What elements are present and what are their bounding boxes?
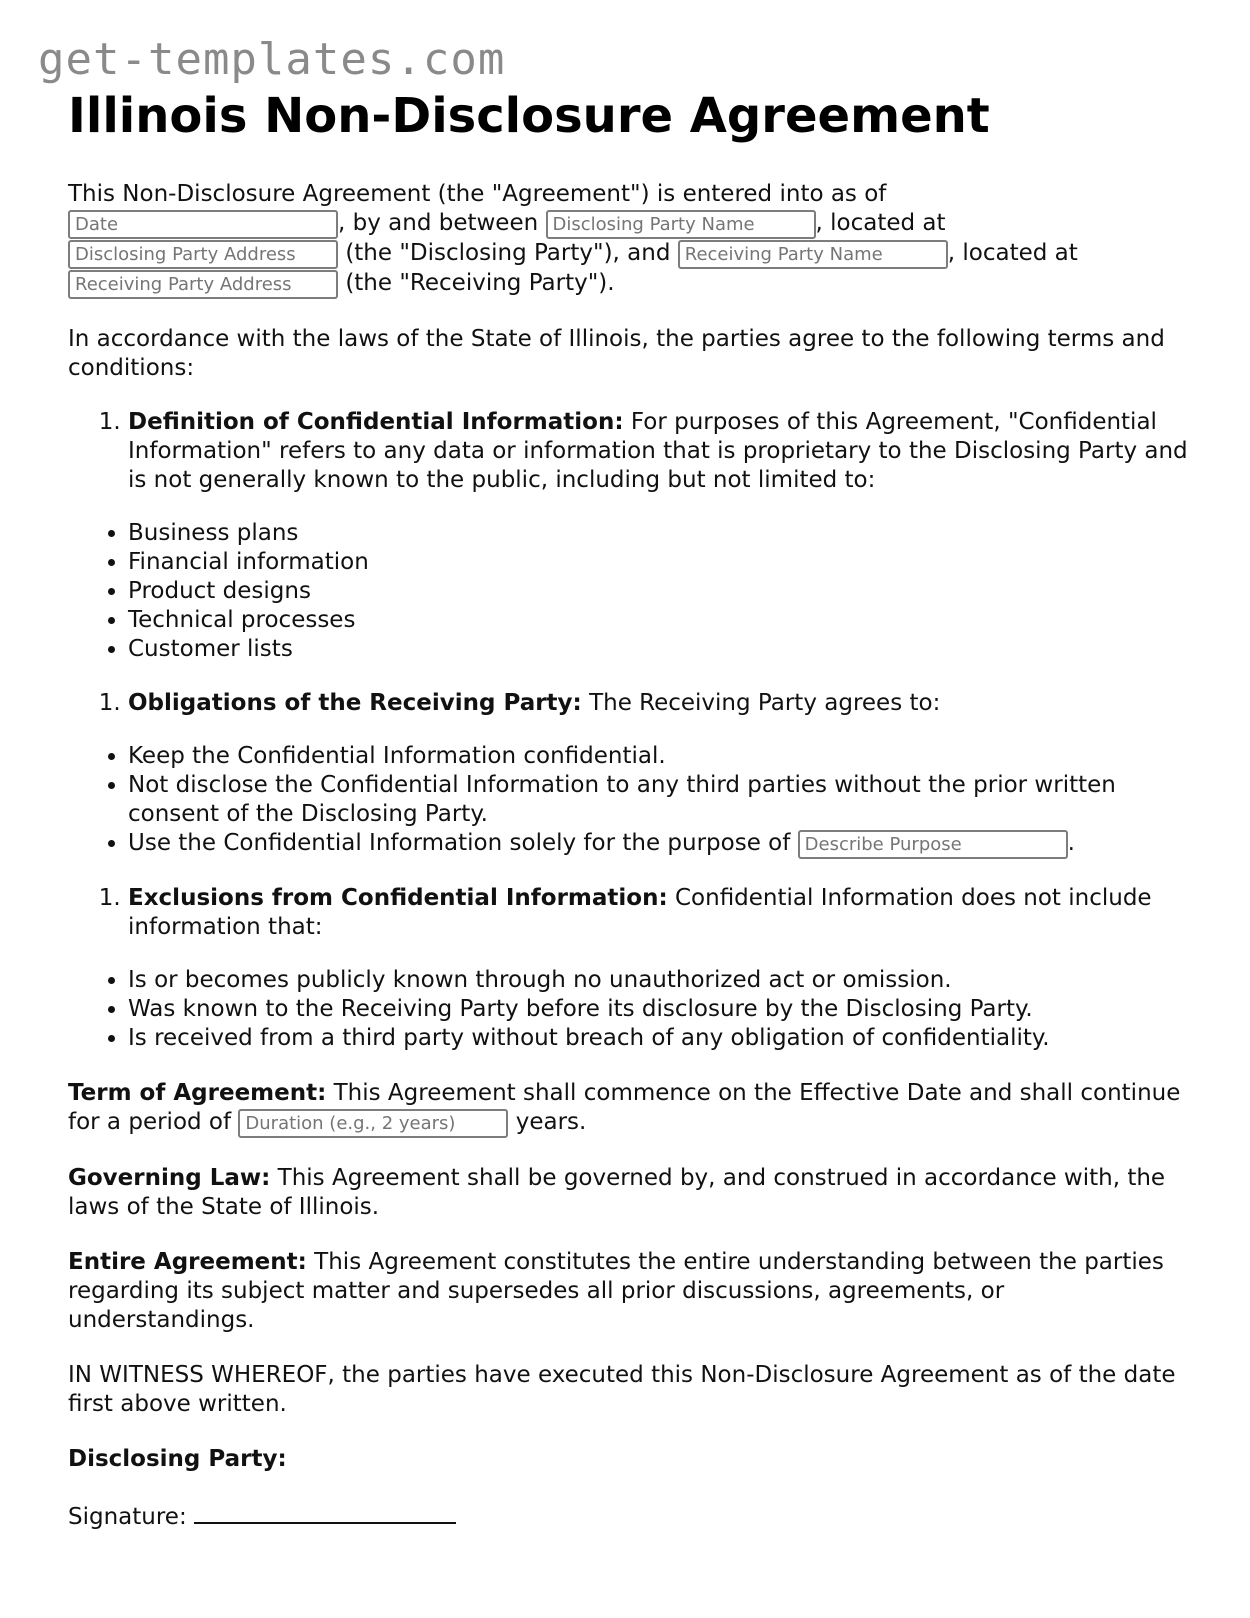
term-paragraph [68,1079,1188,1138]
list-item: • Technical processes [128,606,1188,635]
section-heading: Definition of Confidential Information: [128,409,624,435]
governing-law-paragraph [68,1164,1188,1222]
intro-text-6: (the "Receiving Party"). [345,270,615,296]
list-item: • Product designs [128,577,1188,606]
section-definition [68,408,1188,495]
list-item: • Business plans [128,519,1188,548]
intro-paragraph [68,180,1188,299]
document [68,88,1188,1532]
section-obligations [68,689,1188,718]
term-heading: Term of Agreement: [68,1080,327,1106]
entire-heading: Entire Agreement: [68,1249,307,1275]
section-text: Confidential Information does not include information that: [128,885,1152,940]
watermark: get-templates.com [38,34,506,85]
list-item: • Not disclose the Confidential Information to any third parties without the prior written consent of the Disclosing Party. [128,771,1188,829]
governing-heading: Governing Law: [68,1165,271,1191]
intro-text-2: , by and between [338,210,539,236]
section-heading: Obligations of the Receiving Party: [128,690,582,716]
governing-text: This Agreement shall be governed by, and construed in accordance with, the laws of the State of Illinois. [68,1165,1166,1220]
section-text: For purposes of this Agreement, "Confidential Information" refers to any data or information that is proprietary to the Disclosing Party and is not generally known to the public, including but not limited to: [128,409,1188,493]
list-item: • Is received from a third party without breach of any obligation of confidentiality. [128,1024,1188,1053]
intro-text-1: This Non-Disclosure Agreement (the "Agreement") is entered into as of [68,181,887,207]
disclosing-party-name-field[interactable] [546,210,816,239]
list-item: • Was known to the Receiving Party before its disclosure by the Disclosing Party. [128,995,1188,1024]
obligations-list [68,742,1188,859]
purpose-text: Use the Confidential Information solely for the purpose of [128,830,791,856]
date-field[interactable] [68,210,338,239]
section-exclusions-item [128,884,1188,942]
intro-text-4: (the "Disclosing Party"), and [345,240,671,266]
disclosing-party-label: Disclosing Party: [68,1446,287,1472]
disclosing-party-address-field[interactable] [68,240,338,269]
term-end: years. [515,1109,587,1135]
accordance-paragraph: In accordance with the laws of the State of Illinois, the parties agree to the following terms and conditions: [68,326,1165,381]
section-text: The Receiving Party agrees to: [589,690,941,716]
entire-text: This Agreement constitutes the entire understanding between the parties regarding its subject matter and supersedes all prior discussions, agreements, or understandings. [68,1249,1164,1333]
confidential-info-list [68,519,1188,664]
exclusions-list [68,966,1188,1053]
section-definition-item [128,408,1188,495]
purpose-field[interactable] [798,830,1068,859]
intro-text-5: , located at [947,240,1078,266]
list-item [128,829,1188,859]
list-item: • Is or becomes publicly known through no unauthorized act or omission. [128,966,1188,995]
receiving-party-name-field[interactable] [678,240,948,269]
signature-label: Signature: [68,1504,187,1530]
section-exclusions [68,884,1188,942]
section-obligations-item [128,689,1188,718]
receiving-party-address-field[interactable] [68,270,338,299]
term-text: This Agreement shall commence on the Effective Date and shall continue for a period of [68,1080,1181,1135]
duration-field[interactable] [238,1109,508,1138]
purpose-end: . [1067,830,1075,856]
witness-paragraph: IN WITNESS WHEREOF, the parties have executed this Non-Disclosure Agreement as of the date first above written. [68,1362,1176,1417]
signature-line[interactable] [194,1500,456,1524]
list-item: • Financial information [128,548,1188,577]
list-item: • Keep the Confidential Information confidential. [128,742,1188,771]
entire-agreement-paragraph [68,1248,1188,1335]
intro-text-3: , located at [815,210,946,236]
page-title: Illinois Non-Disclosure Agreement [68,88,990,144]
list-item: • Customer lists [128,635,1188,664]
section-heading: Exclusions from Confidential Information: [128,885,668,911]
signature-row [68,1500,1188,1532]
